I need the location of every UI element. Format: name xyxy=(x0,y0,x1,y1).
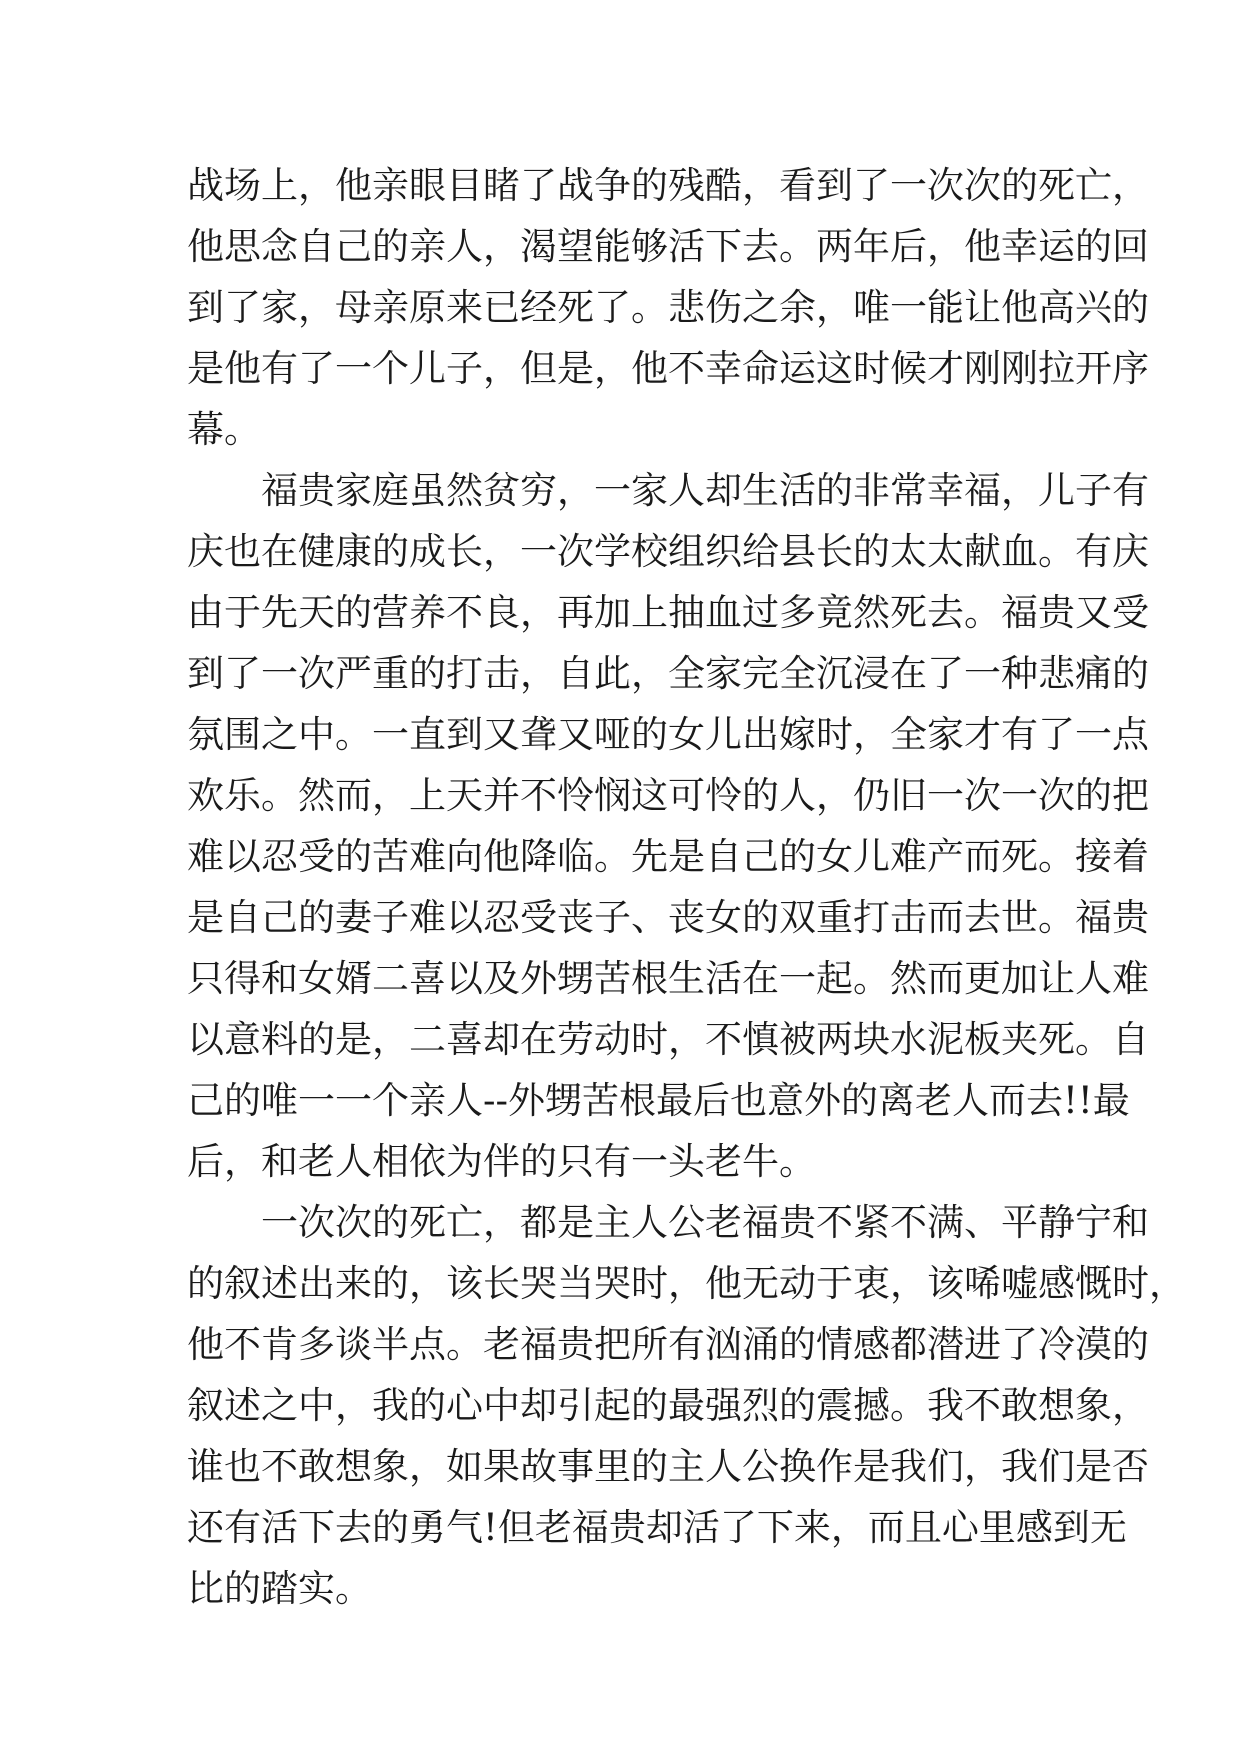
text-line: 谁也不敢想象，如果故事里的主人公换作是我们，我们是否 xyxy=(187,1445,1149,1488)
text-line: 后，和老人相依为伴的只有一头老牛。 xyxy=(187,1140,816,1183)
text-line: 福贵家庭虽然贫穷，一家人却生活的非常幸福，儿子有 xyxy=(261,469,1149,512)
document-body xyxy=(187,155,1186,1619)
text-line: 是自己的妻子难以忍受丧子、丧女的双重打击而去世。福贵 xyxy=(187,896,1149,939)
text-line: 他思念自己的亲人，渴望能够活下去。两年后，他幸运的回 xyxy=(187,225,1149,268)
text-line: 战场上，他亲眼目睹了战争的残酷，看到了一次次的死亡， xyxy=(187,164,1149,207)
text-line: 以意料的是，二喜却在劳动时，不慎被两块水泥板夹死。自 xyxy=(187,1018,1149,1061)
text-line: 己的唯一一个亲人--外甥苦根最后也意外的离老人而去!!最 xyxy=(187,1079,1130,1122)
text-line: 比的踏实。 xyxy=(187,1567,372,1610)
text-line: 叙述之中，我的心中却引起的最强烈的震撼。我不敢想象， xyxy=(187,1384,1149,1427)
text-line: 幕。 xyxy=(187,408,261,451)
text-line: 是他有了一个儿子，但是，他不幸命运这时候才刚刚拉开序 xyxy=(187,347,1149,390)
text-line: 一次次的死亡，都是主人公老福贵不紧不满、平静宁和 xyxy=(261,1201,1149,1244)
text-line: 氛围之中。一直到又聋又哑的女儿出嫁时，全家才有了一点 xyxy=(187,713,1149,756)
text-line: 由于先天的营养不良，再加上抽血过多竟然死去。福贵又受 xyxy=(187,591,1149,634)
text-line: 到了家，母亲原来已经死了。悲伤之余，唯一能让他高兴的 xyxy=(187,286,1149,329)
text-line: 欢乐。然而，上天并不怜悯这可怜的人，仍旧一次一次的把 xyxy=(187,774,1149,817)
text-line: 只得和女婿二喜以及外甥苦根生活在一起。然而更加让人难 xyxy=(187,957,1149,1000)
text-line: 还有活下去的勇气!但老福贵却活了下来，而且心里感到无 xyxy=(187,1506,1127,1549)
text-line: 难以忍受的苦难向他降临。先是自己的女儿难产而死。接着 xyxy=(187,835,1149,878)
text-line: 他不肯多谈半点。老福贵把所有汹涌的情感都潜进了冷漠的 xyxy=(187,1323,1149,1366)
text-line: 到了一次严重的打击，自此，全家完全沉浸在了一种悲痛的 xyxy=(187,652,1149,695)
text-line: 的叙述出来的，该长哭当哭时，他无动于衷，该唏嘘感慨时， xyxy=(187,1262,1186,1305)
text-line: 庆也在健康的成长，一次学校组织给县长的太太献血。有庆 xyxy=(187,530,1149,573)
